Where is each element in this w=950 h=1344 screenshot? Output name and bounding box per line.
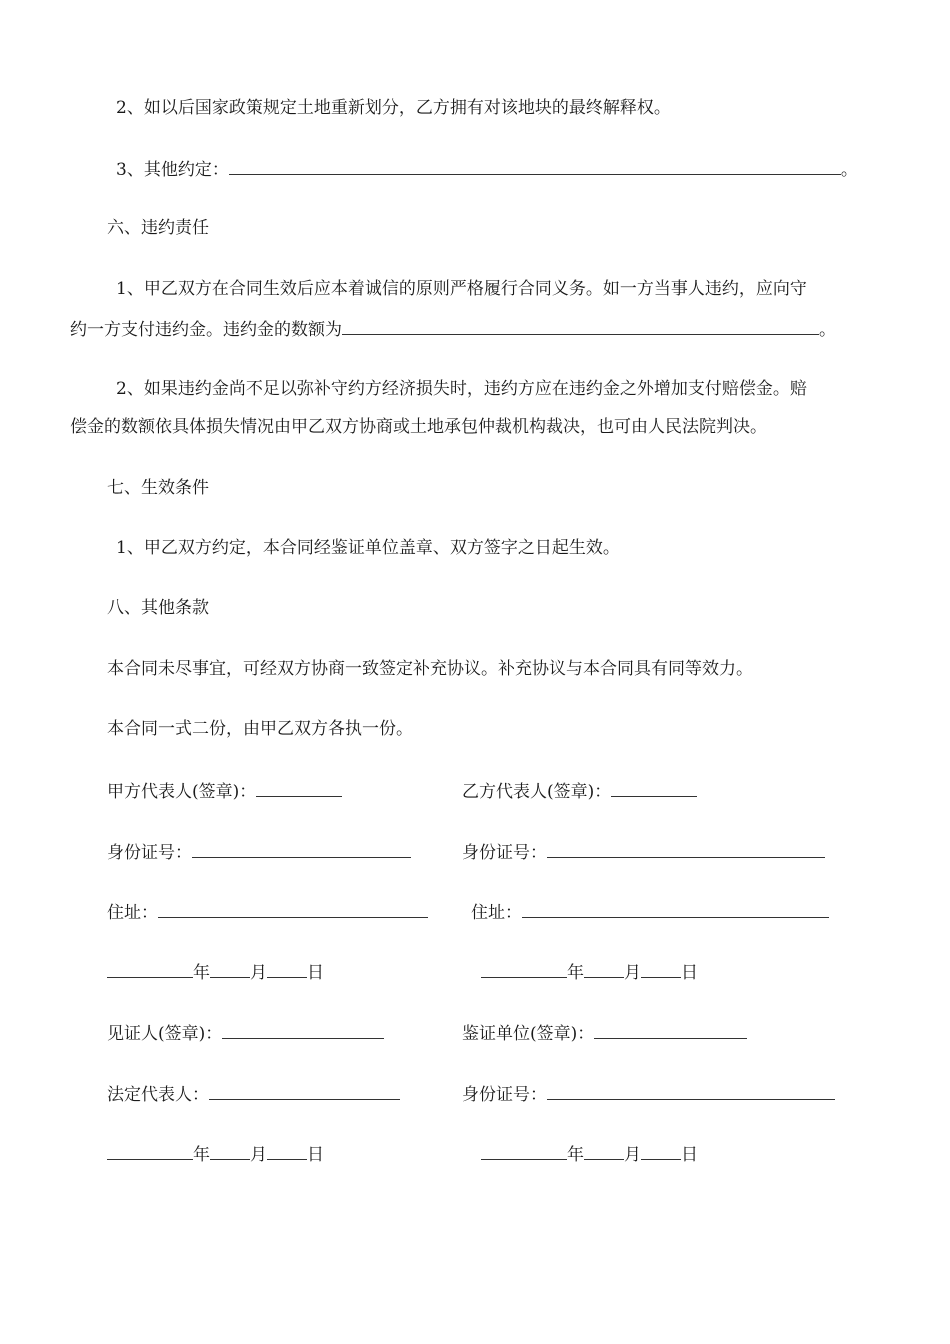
other-terms-blank[interactable] (229, 156, 841, 175)
verifier-id-blank[interactable] (547, 1081, 835, 1100)
clause-5-3-end: 。 (840, 160, 858, 180)
party-a-id-blank[interactable] (192, 839, 411, 858)
witness-month-blank[interactable] (210, 1141, 250, 1160)
party-b-address-label: 住址： (471, 903, 522, 923)
party-b-year-blank[interactable] (481, 959, 567, 978)
legal-rep-row (107, 1081, 400, 1107)
clause-8-para2: 本合同一式二份，由甲乙双方各执一份。 (107, 719, 413, 739)
party-b-id-label: 身份证号： (462, 843, 547, 863)
party-a-address-row (107, 899, 428, 925)
party-a-year-blank[interactable] (107, 959, 193, 978)
party-b-rep-row (462, 778, 697, 804)
witness-blank[interactable] (222, 1020, 384, 1039)
clause-5-3 (116, 156, 858, 182)
verifier-label: 鉴证单位(签章)： (462, 1024, 595, 1044)
party-a-rep-row (107, 778, 342, 804)
day-label: 日 (307, 1145, 324, 1165)
witness-row (107, 1020, 384, 1046)
clause-6-1-end: 。 (819, 320, 836, 340)
clause-5-3-label: 3、其他约定： (116, 160, 229, 180)
verifier-row (462, 1020, 747, 1046)
section-6-heading: 六、违约责任 (107, 218, 209, 238)
day-label: 日 (681, 1145, 698, 1165)
month-label: 月 (624, 1145, 641, 1165)
party-a-rep-label: 甲方代表人(签章)： (107, 782, 257, 802)
party-b-id-blank[interactable] (547, 839, 825, 858)
witness-year-blank[interactable] (107, 1141, 193, 1160)
year-label: 年 (193, 1145, 210, 1165)
party-b-rep-label: 乙方代表人(签章)： (462, 782, 612, 802)
witness-date-row (107, 1141, 324, 1167)
clause-6-1-line1: 1、甲乙双方在合同生效后应本着诚信的原则严格履行合同义务。如一方当事人违约，应向守 (116, 279, 807, 299)
month-label: 月 (250, 963, 267, 983)
section-8-heading: 八、其他条款 (107, 598, 209, 618)
party-a-month-blank[interactable] (210, 959, 250, 978)
penalty-amount-blank[interactable] (342, 316, 819, 335)
party-b-rep-blank[interactable] (611, 778, 697, 797)
party-a-date-row (107, 959, 324, 985)
clause-8-para1: 本合同未尽事宜，可经双方协商一致签定补充协议。补充协议与本合同具有同等效力。 (107, 659, 753, 679)
day-label: 日 (681, 963, 698, 983)
clause-6-2-line2: 偿金的数额依具体损失情况由甲乙双方协商或土地承包仲裁机构裁决，也可由人民法院判决。 (70, 417, 767, 437)
verifier-id-row (462, 1081, 835, 1107)
verifier-year-blank[interactable] (481, 1141, 567, 1160)
party-b-month-blank[interactable] (584, 959, 624, 978)
party-a-address-label: 住址： (107, 903, 158, 923)
witness-label: 见证人(签章)： (107, 1024, 223, 1044)
month-label: 月 (624, 963, 641, 983)
party-a-id-row (107, 839, 411, 865)
legal-rep-blank[interactable] (209, 1081, 400, 1100)
party-b-id-row (462, 839, 825, 865)
party-b-address-row (471, 899, 829, 925)
clause-6-1-text: 约一方支付违约金。违约金的数额为 (70, 320, 342, 340)
party-b-date-row (481, 959, 698, 985)
clause-7-1: 1、甲乙双方约定，本合同经鉴证单位盖章、双方签字之日起生效。 (116, 538, 620, 558)
day-label: 日 (307, 963, 324, 983)
clause-5-2: 2、如以后国家政策规定土地重新划分，乙方拥有对该地块的最终解释权。 (116, 98, 671, 118)
month-label: 月 (250, 1145, 267, 1165)
party-a-id-label: 身份证号： (107, 843, 192, 863)
section-7-heading: 七、生效条件 (107, 478, 209, 498)
year-label: 年 (567, 963, 584, 983)
party-a-address-blank[interactable] (158, 899, 428, 918)
party-a-rep-blank[interactable] (256, 778, 342, 797)
witness-day-blank[interactable] (267, 1141, 307, 1160)
clause-6-2-line1: 2、如果违约金尚不足以弥补守约方经济损失时，违约方应在违约金之外增加支付赔偿金。赔 (116, 379, 807, 399)
party-b-address-blank[interactable] (522, 899, 829, 918)
year-label: 年 (193, 963, 210, 983)
verifier-blank[interactable] (594, 1020, 747, 1039)
clause-6-1-line2 (70, 316, 836, 342)
verifier-date-row (481, 1141, 698, 1167)
year-label: 年 (567, 1145, 584, 1165)
verifier-day-blank[interactable] (641, 1141, 681, 1160)
verifier-month-blank[interactable] (584, 1141, 624, 1160)
legal-rep-label: 法定代表人： (107, 1085, 209, 1105)
party-b-day-blank[interactable] (641, 959, 681, 978)
verifier-id-label: 身份证号： (462, 1085, 547, 1105)
party-a-day-blank[interactable] (267, 959, 307, 978)
